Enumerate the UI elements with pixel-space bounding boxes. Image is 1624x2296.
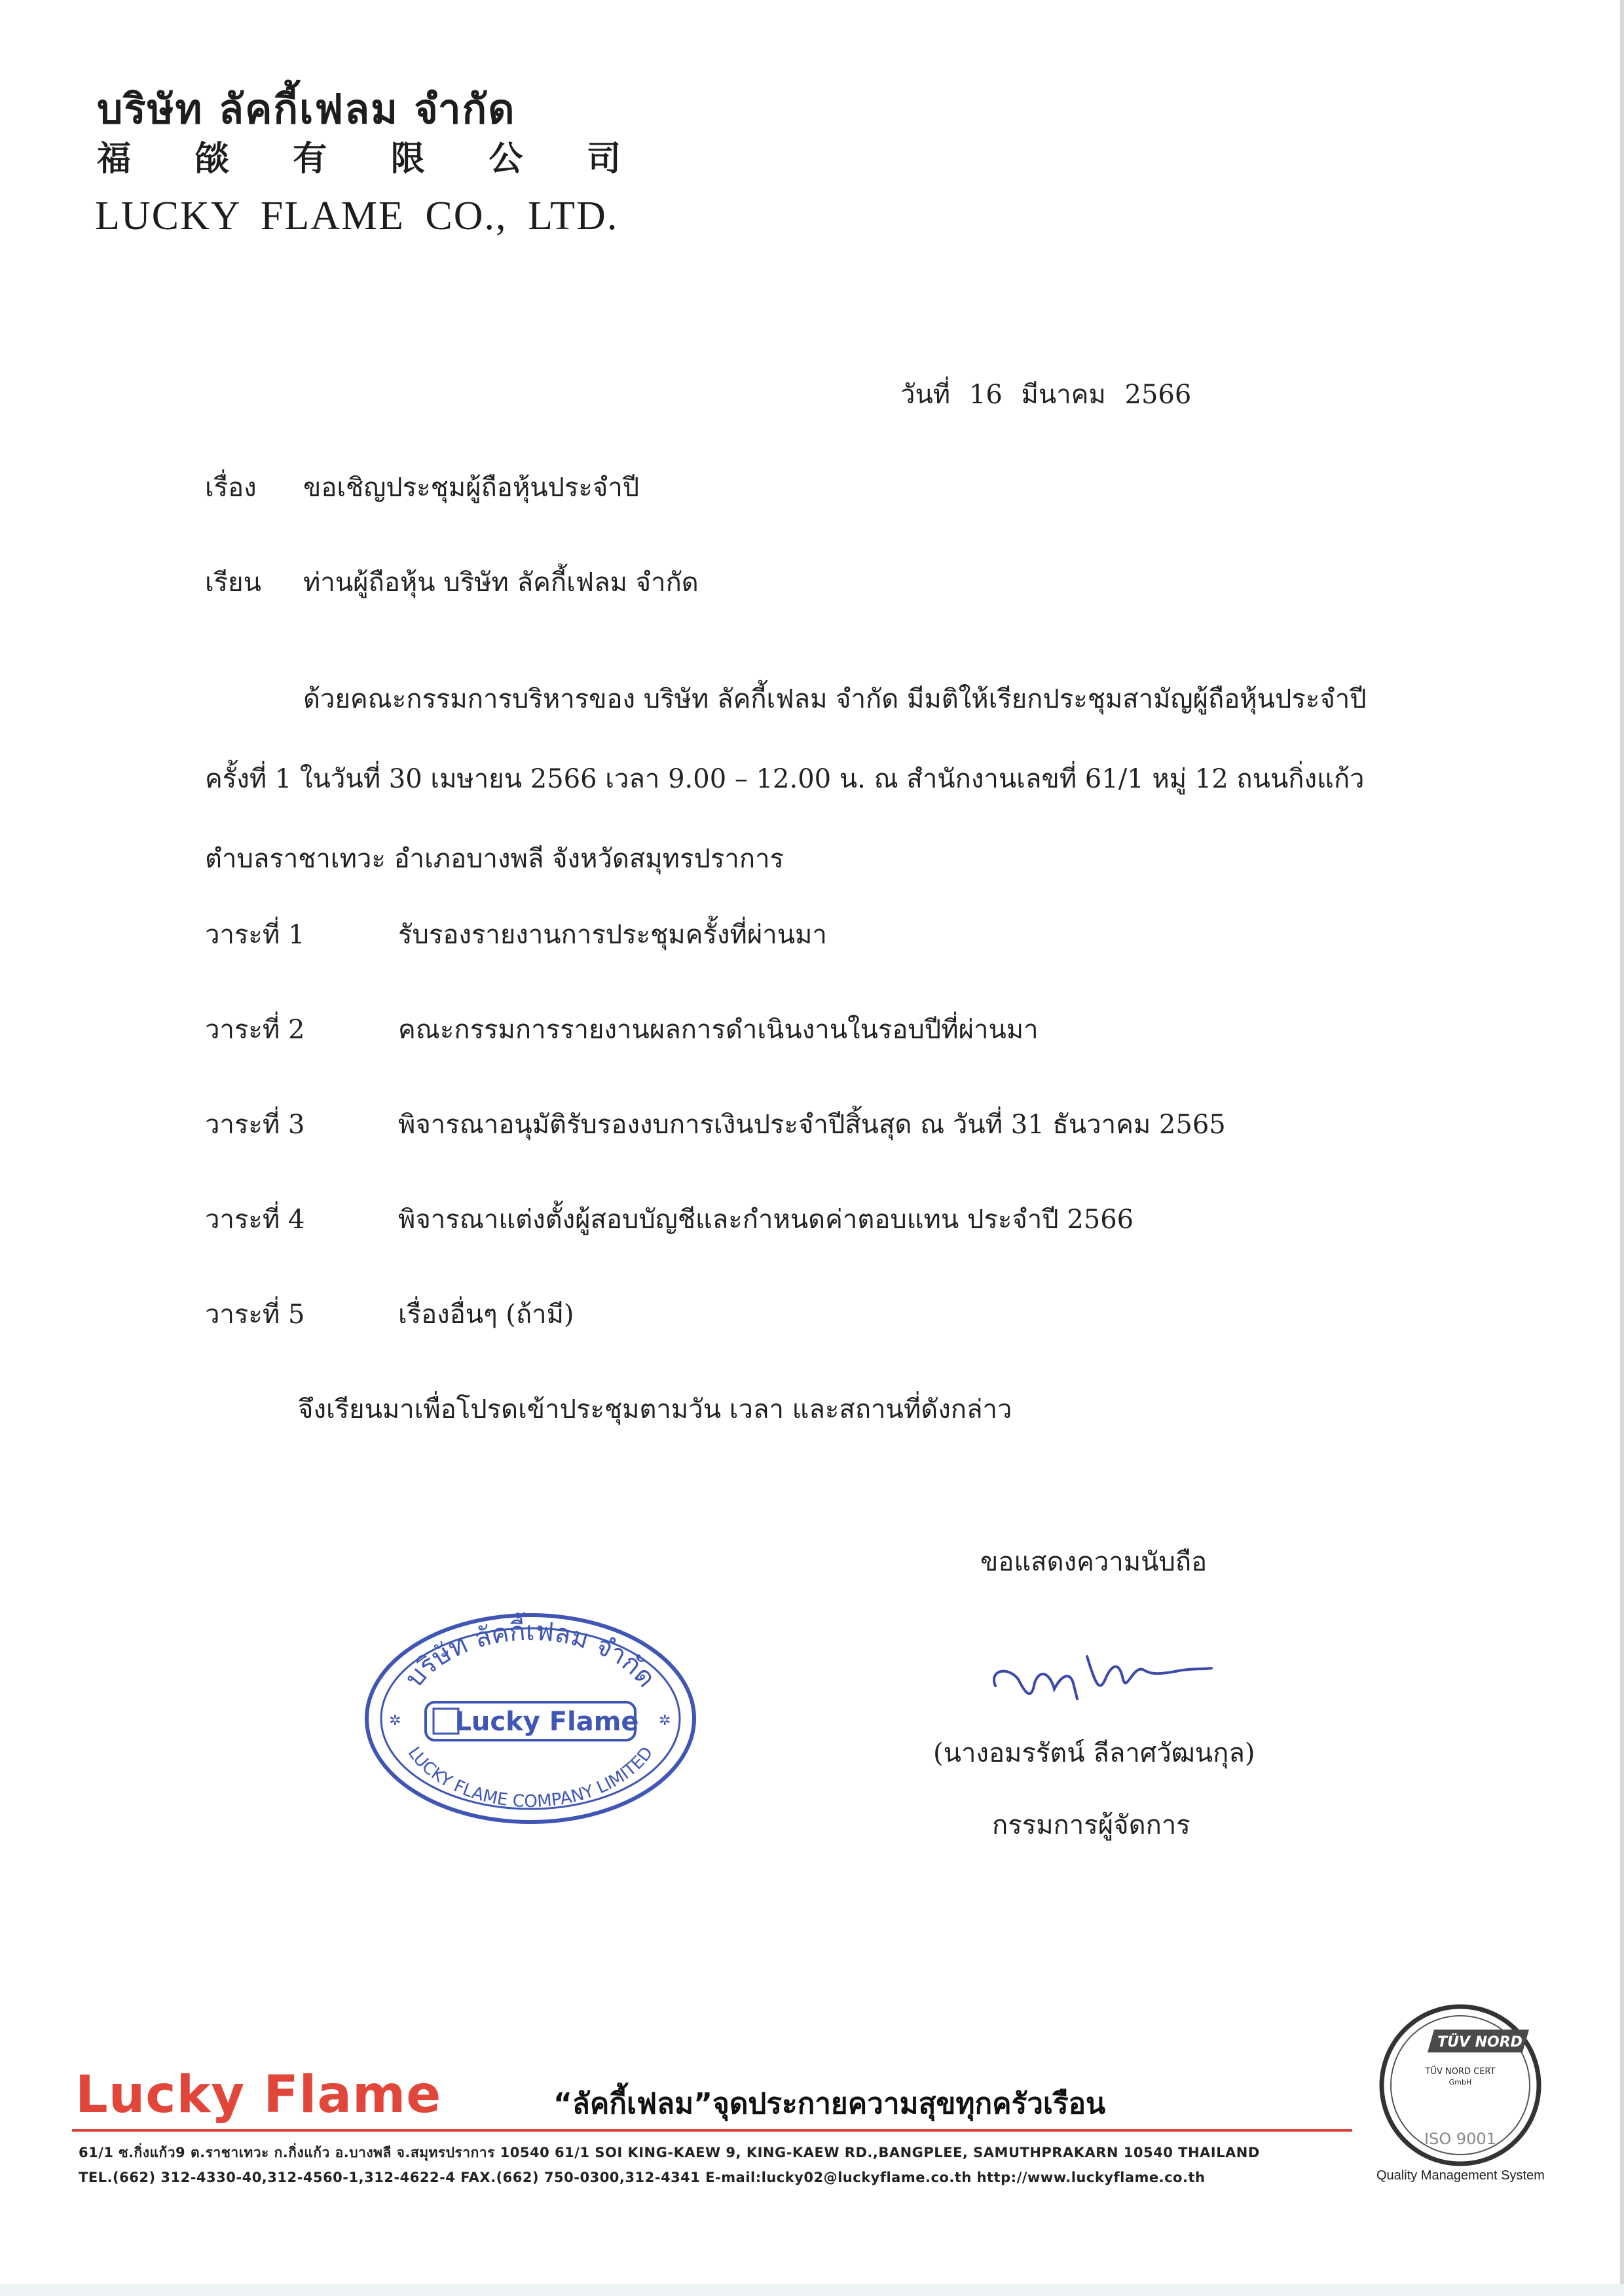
company-name-english: LUCKY FLAME CO., LTD. bbox=[95, 194, 619, 238]
tuv-certification-icon bbox=[1375, 2003, 1545, 2174]
subject-label: เรื่อง bbox=[205, 473, 257, 503]
agenda-label: วาระที่ 3 bbox=[205, 1110, 305, 1140]
footer-divider bbox=[72, 2129, 1352, 2132]
intro-line: ด้วยคณะกรรมการบริหารของ บริษัท ลัคกี้เฟลม จำกัด มีมติให้เรียกประชุมสามัญผู้ถือหุ้นประจำปี bbox=[303, 684, 1367, 714]
agenda-text: พิจารณาแต่งตั้งผู้สอบบัญชีและกำหนดค่าตอบแทน ประจำปี 2566 bbox=[398, 1205, 1134, 1235]
subject-value: ขอเชิญประชุมผู้ถือหุ้นประจำปี bbox=[303, 473, 640, 503]
handwritten-signature bbox=[982, 1630, 1218, 1715]
company-name-thai: บริษัท ลัคกี้เฟลม จำกัด bbox=[97, 85, 516, 133]
chinese-char: 司 bbox=[586, 139, 621, 179]
stamp-center-text: Lucky Flame bbox=[454, 1707, 639, 1737]
cert-subtitle-2: GmbH bbox=[1449, 2078, 1472, 2086]
agenda-label: วาระที่ 4 bbox=[205, 1205, 305, 1235]
stamp-bottom-text: LUCKY FLAME COMPANY LIMITED bbox=[403, 1743, 657, 1812]
conclusion-text: จึงเรียนมาเพื่อโปรดเข้าประชุมตามวัน เวลา และสถานที่ดังกล่าว bbox=[298, 1394, 1012, 1425]
footer-cert-caption: Quality Management System bbox=[1376, 2168, 1545, 2183]
agenda-label: วาระที่ 1 bbox=[205, 920, 305, 950]
chinese-char: 公 bbox=[489, 139, 523, 179]
agenda-text: รับรองรายงานการประชุมครั้งที่ผ่านมา bbox=[398, 920, 827, 950]
stamp-star-icon: ✲ bbox=[659, 1713, 671, 1729]
stamp-star-icon: ✲ bbox=[389, 1713, 401, 1729]
agenda-text: คณะกรรมการรายงานผลการดำเนินงานในรอบปีที่ผ่านมา bbox=[398, 1015, 1039, 1045]
page-right-edge bbox=[1620, 0, 1624, 2296]
intro-line: ครั้งที่ 1 ในวันที่ 30 เมษายน 2566 เวลา 9.00 – 12.00 น. ณ สำนักงานเลขที่ 61/1 หมู่ 12 ถนนกิ่งแก้ว bbox=[205, 764, 1365, 794]
closing-text: ขอแสดงความนับถือ bbox=[980, 1547, 1208, 1577]
chinese-char: 有 bbox=[293, 139, 327, 179]
intro-line: ตำบลราชาเทวะ อำเภอบางพลี จังหวัดสมุทรปราการ bbox=[205, 844, 784, 874]
agenda-text: เรื่องอื่นๆ (ถ้ามี) bbox=[398, 1300, 574, 1330]
stamp-top-text: บริษัท ลัคกี้เฟลม จำกัด bbox=[399, 1616, 662, 1694]
cert-subtitle: TÜV NORD CERT bbox=[1425, 2067, 1496, 2077]
recipient-value: ท่านผู้ถือหุ้น บริษัท ลัคกี้เฟลม จำกัด bbox=[303, 568, 699, 598]
chinese-char: 福 bbox=[97, 139, 132, 179]
company-name-chinese bbox=[97, 131, 621, 180]
footer-slogan: “ลัคกี้เฟลม”จุดประกายความสุขทุกครัวเรือน bbox=[553, 2087, 1106, 2121]
signatory-name: (นางอมรรัตน์ ลีลาศวัฒนกุล) bbox=[933, 1738, 1255, 1768]
agenda-text: พิจารณาอนุมัติรับรองงบการเงินประจำปีสิ้นสุด ณ วันที่ 31 ธันวาคม 2565 bbox=[398, 1110, 1226, 1140]
chinese-char: 燄 bbox=[194, 139, 229, 179]
footer-contact: TEL.(662) 312-4330-40,312-4560-1,312-4622-4 FAX.(662) 750-0300,312-4341 E-mail:lucky02@luckyflame.co.th http://www.luckyflame.co.th bbox=[79, 2170, 1206, 2185]
cert-title: TÜV NORD bbox=[1437, 2034, 1522, 2050]
recipient-label: เรียน bbox=[205, 568, 261, 598]
agenda-label: วาระที่ 2 bbox=[205, 1015, 305, 1045]
page-bottom-edge bbox=[0, 2284, 1624, 2296]
company-stamp bbox=[360, 1611, 701, 1827]
agenda-label: วาระที่ 5 bbox=[205, 1300, 305, 1330]
signatory-title: กรรมการผู้จัดการ bbox=[992, 1810, 1190, 1840]
intro-paragraph bbox=[205, 678, 1433, 879]
footer-brand-logo: Lucky Flame bbox=[75, 2066, 442, 2124]
footer-address: 61/1 ซ.กิ่งแก้ว9 ต.ราชาเทวะ ก.กิ่งแก้ว อ.บางพลี จ.สมุทรปราการ 10540 61/1 SOI KING-KAEW 9, KING-KAEW RD.,BANGPLEE, SAMUTHPRAKARN 10540 THAILAND bbox=[79, 2145, 1260, 2160]
chinese-char: 限 bbox=[390, 139, 425, 179]
cert-iso: ISO 9001 bbox=[1424, 2130, 1496, 2148]
letter-date: วันที่ 16 มีนาคม 2566 bbox=[900, 380, 1192, 410]
